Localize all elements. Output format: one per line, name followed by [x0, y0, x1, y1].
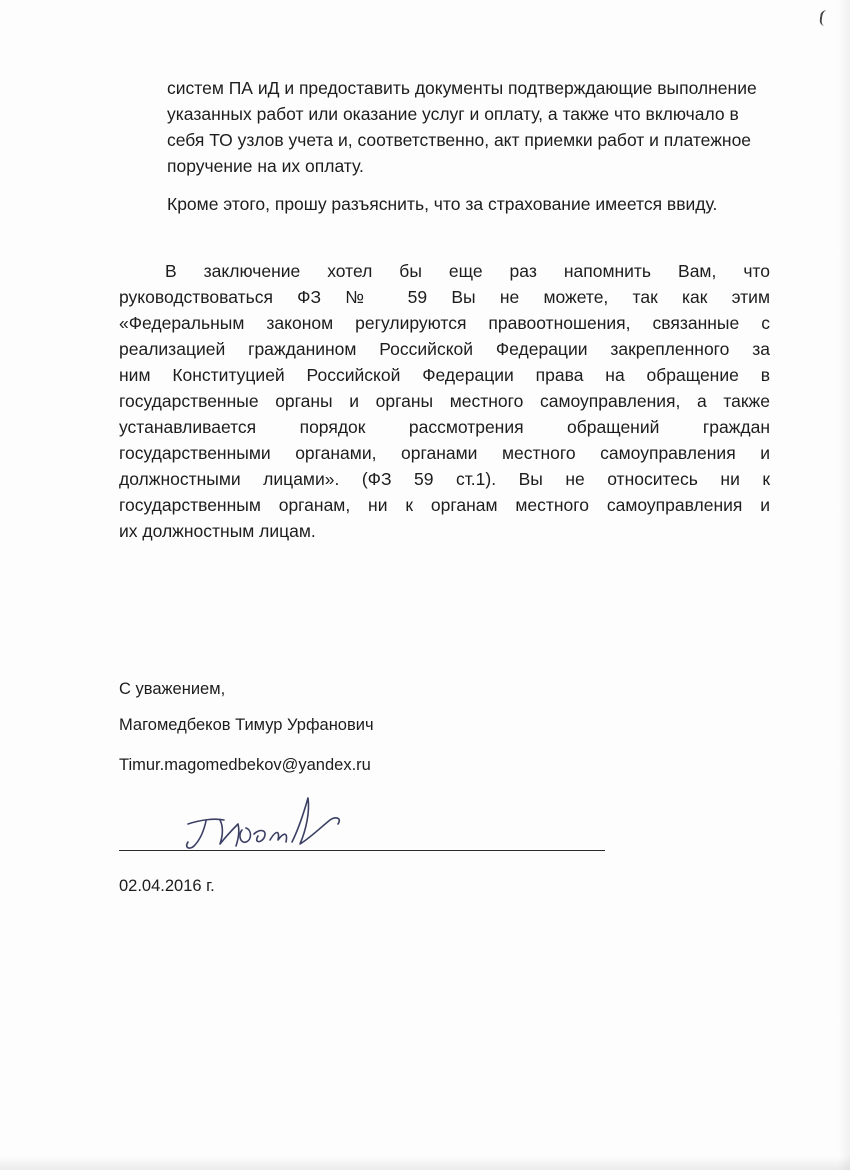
intro-paragraph-2: Кроме этого, прошу разъяснить, что за страхование имеется ввиду.	[167, 194, 718, 214]
intro-section	[167, 75, 767, 229]
intro-paragraph-1: систем ПА иД и предоставить документы подтверждающие выполнение указанных работ или оказание услуг и оплату, а также что включало в себя ТО узлов учета и, соответственно, акт приемки работ и платежное поручение на их оплату.	[167, 78, 757, 176]
paragraph-line: государственные органы и органы местного самоуправления, а также	[119, 391, 770, 411]
paragraph-line: ним Конституцией Российской Федерации права на обращение в	[119, 365, 770, 385]
paragraph-line: государственными органами, органами местного самоуправления и	[119, 443, 770, 463]
scan-corner-mark	[819, 10, 829, 27]
closing-greeting: С уважением,	[119, 680, 226, 698]
scan-edge-shadow	[838, 0, 850, 1170]
paragraph-line: устанавливается порядок рассмотрения обращений граждан	[119, 417, 770, 437]
conclusion-paragraph	[119, 258, 770, 544]
sender-name: Магомедбеков Тимур Урфанович	[119, 716, 374, 734]
paragraph-line: должностными лицами». (ФЗ 59 ст.1). Вы не относитесь ни к	[119, 469, 770, 489]
sender-email: Timur.magomedbekov@yandex.ru	[119, 756, 371, 774]
paragraph-line: реализацией гражданином Российской Федерации закрепленного за	[119, 339, 770, 359]
scan-bottom-shadow	[0, 1156, 850, 1170]
paragraph-line: В заключение хотел бы еще раз напомнить Вам, что	[165, 261, 770, 281]
paragraph-line: «Федеральным законом регулируются правоотношения, связанные с	[119, 313, 770, 333]
paragraph-line: их должностным лицам.	[119, 521, 316, 541]
paragraph-line: руководствоваться ФЗ № 59 Вы не можете, так как этим	[119, 287, 770, 307]
signature-line	[119, 850, 605, 851]
letter-date: 02.04.2016 г.	[119, 877, 215, 895]
paragraph-line: государственным органам, ни к органам местного самоуправления и	[119, 495, 770, 515]
